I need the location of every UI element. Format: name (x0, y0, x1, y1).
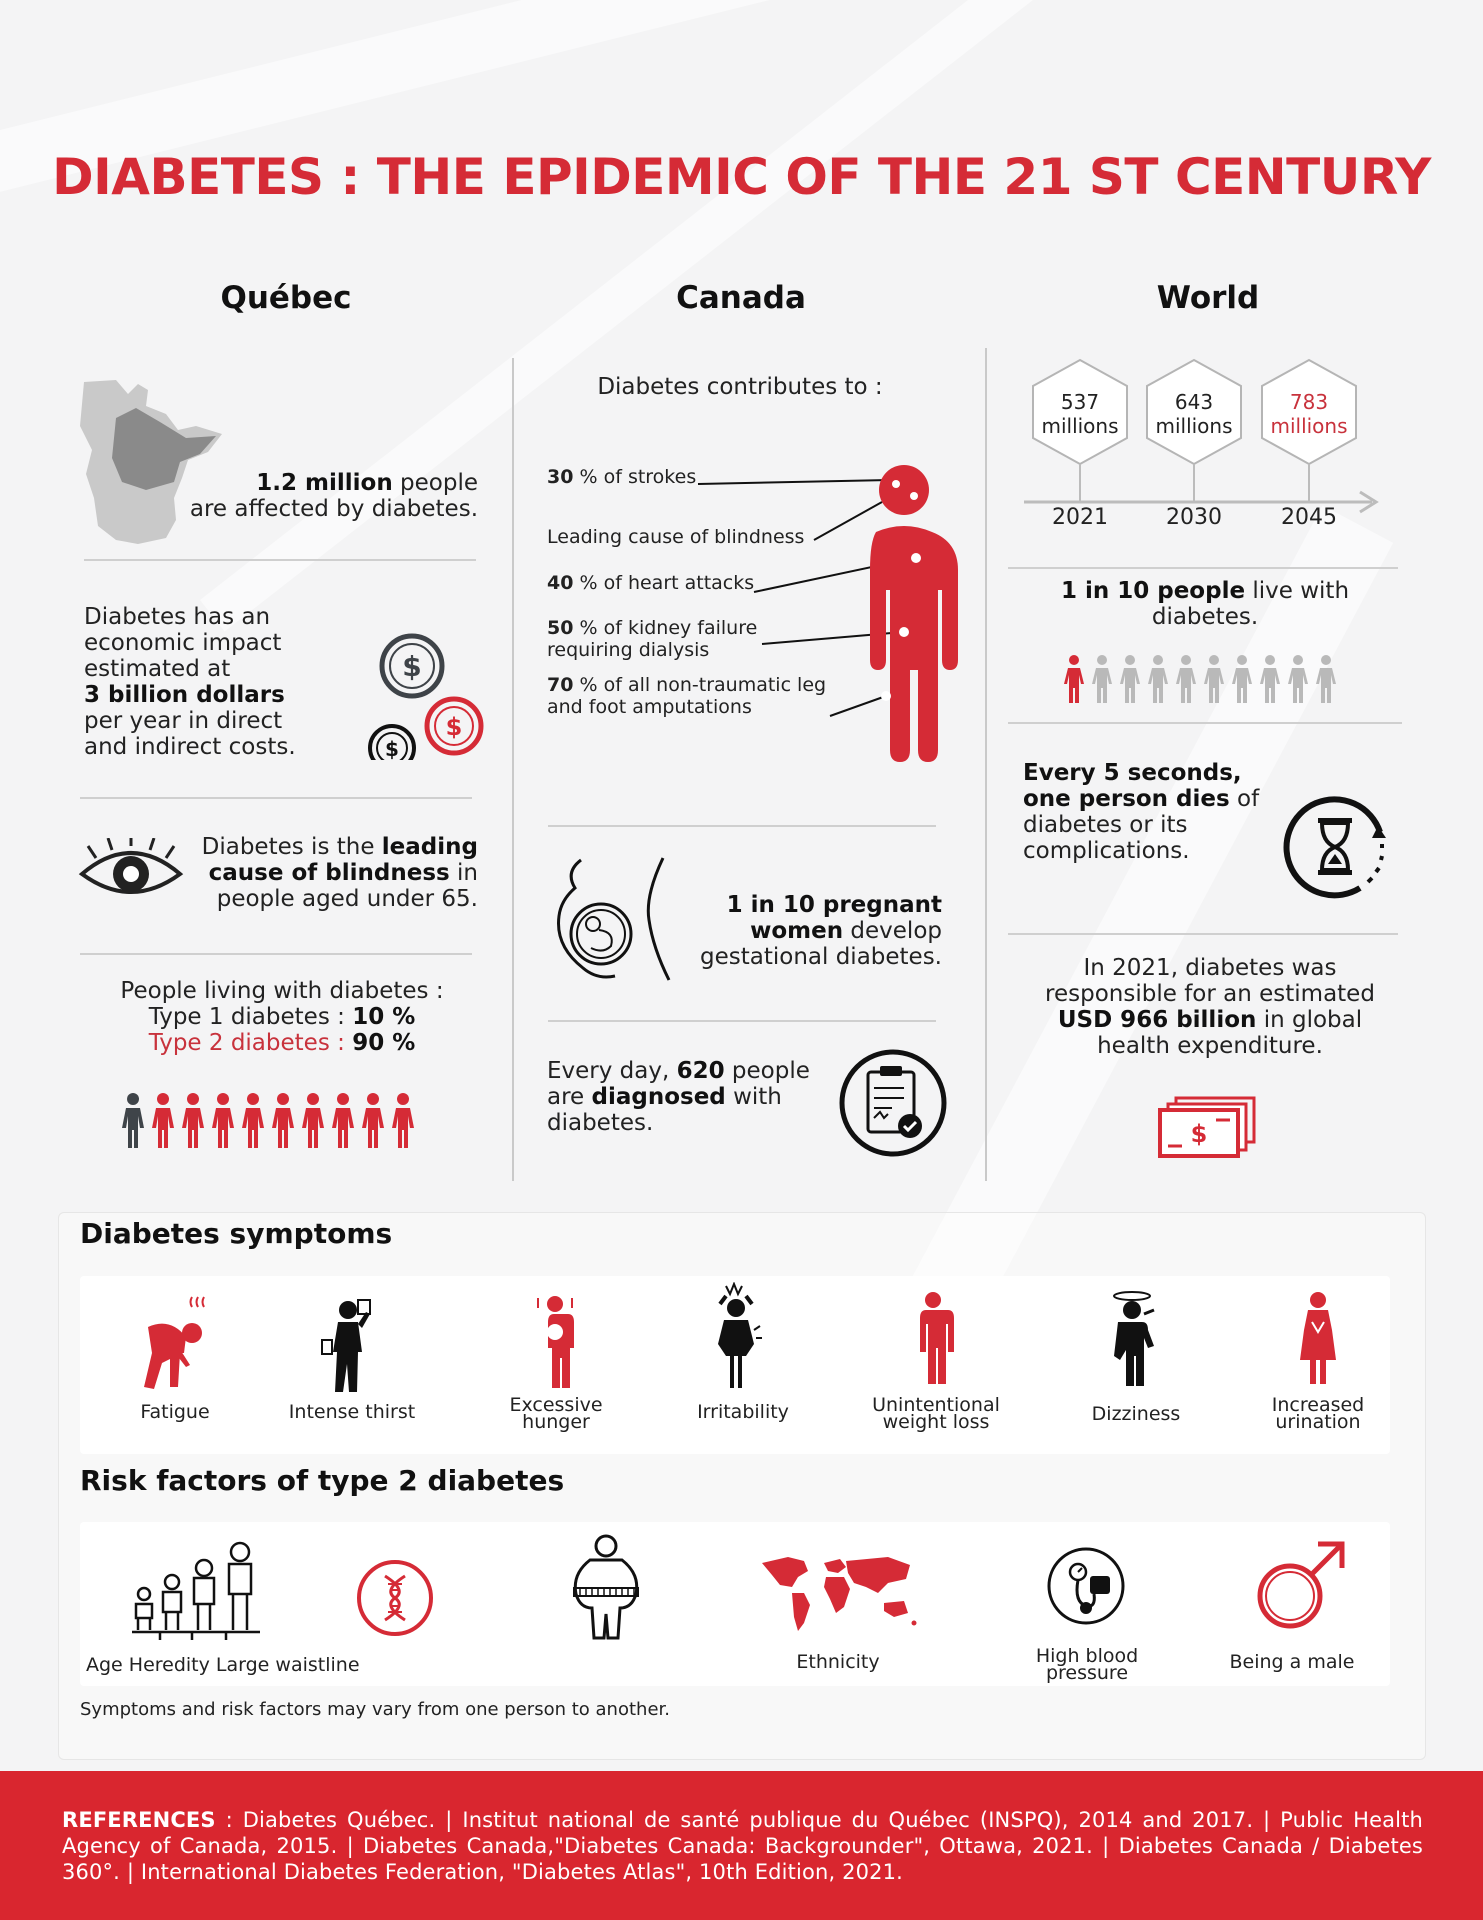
dna-heredity-icon (355, 1558, 435, 1638)
canada-item-kidney: 50 % of kidney failure requiring dialysis (547, 617, 758, 661)
symptom-urination-label: Increased urination (1271, 1394, 1365, 1433)
references-footer (0, 1771, 1483, 1920)
body-diagram-icon (690, 460, 970, 766)
age-growth-icon (130, 1538, 262, 1640)
risk-factors-heading: Risk factors of type 2 diabetes (80, 1464, 565, 1497)
world-2045-value: 783 millions (1270, 390, 1348, 438)
svg-text:$: $ (1190, 1120, 1208, 1148)
eye-icon (78, 838, 184, 906)
references-label: REFERENCES (62, 1808, 216, 1832)
quebec-economic-impact: Diabetes has an economic impact estimated at 3 billion dollars per year in direct and indirect costs. (84, 604, 296, 760)
section-divider (1008, 567, 1398, 569)
section-divider (80, 797, 472, 799)
world-expenditure-stat: In 2021, diabetes was responsible for an estimated USD 966 billion in global health expenditure. (1045, 955, 1375, 1059)
section-divider (1008, 722, 1402, 724)
symptom-weight-loss-label: Unintentional weight loss (872, 1394, 1000, 1433)
world-heading: World (1156, 280, 1260, 316)
section-divider (548, 825, 936, 827)
hourglass-timer-icon (1282, 792, 1392, 902)
symptom-dizziness-label: Dizziness (1091, 1403, 1181, 1425)
irritability-icon (710, 1282, 762, 1392)
canada-pregnant-stat: 1 in 10 pregnant women develop gestational diabetes. (700, 892, 942, 970)
quebec-diabetes-types: People living with diabetes : Type 1 diabetes : 10 % Type 2 diabetes : 90 % (120, 978, 444, 1056)
weight-loss-icon (910, 1290, 956, 1390)
intense-thirst-icon (320, 1298, 376, 1394)
canada-daily-diagnosed: Every day, 620 people are diagnosed with diabetes. (547, 1058, 810, 1136)
symptom-thirst-label: Intense thirst (288, 1401, 416, 1423)
risk-ethnicity-label: Ethnicity (796, 1651, 880, 1673)
canada-item-strokes: 30 % of strokes (547, 466, 697, 488)
svg-text:$: $ (402, 650, 422, 683)
quebec-blindness-stat: Diabetes is the leading cause of blindness in people aged under 65. (201, 834, 478, 912)
page-title: DIABETES : THE EPIDEMIC OF THE 21 ST CENTURY (52, 148, 1431, 206)
column-divider (512, 358, 514, 1181)
money-bills-icon (1158, 1096, 1258, 1160)
section-divider (548, 1020, 936, 1022)
symptom-irritability-label: Irritability (697, 1401, 789, 1423)
fatigue-icon (140, 1293, 212, 1393)
increased-urination-icon (1298, 1290, 1338, 1390)
world-seconds-stat: Every 5 seconds, one person dies of diabetes or its complications. (1023, 760, 1260, 864)
large-waistline-icon (570, 1534, 642, 1640)
excessive-hunger-icon (532, 1294, 578, 1394)
section-divider (1008, 933, 1398, 935)
world-map-ethnicity-icon (758, 1553, 920, 1635)
canada-item-blindness: Leading cause of blindness (547, 526, 805, 548)
quebec-heading: Québec (220, 280, 352, 316)
references-text: : Diabetes Québec. | Institut national de santé publique du Québec (INSPQ), 2014 and 2017. | Public Health Agency of Canada, 2015. | Diabetes Canada,"Diabetes Canada: Backgrounder", Ottawa, 2021. | Diabetes Canada / Diabetes 360°. | International Diabetes Federation, "Diabetes Atlas", 10th Edition, 2021. (62, 1808, 1423, 1884)
risk-blood-pressure-label: High blood pressure (1035, 1645, 1139, 1684)
section-divider (80, 953, 472, 955)
blood-pressure-icon (1046, 1546, 1126, 1626)
symptom-hunger-label: Excessive hunger (509, 1394, 603, 1433)
symptoms-heading: Diabetes symptoms (80, 1217, 393, 1250)
canada-contributes-label: Diabetes contributes to : (597, 374, 883, 400)
dollar-coins-icon (362, 630, 488, 760)
world-2030-value: 643 millions (1155, 390, 1233, 438)
year-2030-label: 2030 (1166, 505, 1222, 530)
column-divider (985, 348, 987, 1181)
world-ratio-stat: 1 in 10 people live with diabetes. (1060, 578, 1350, 630)
type-ratio-pictogram (122, 1092, 430, 1150)
year-2021-label: 2021 (1052, 505, 1108, 530)
risk-disclaimer: Symptoms and risk factors may vary from one person to another. (80, 1699, 670, 1720)
canada-heading: Canada (676, 280, 806, 316)
clipboard-check-icon (838, 1048, 948, 1158)
risk-male-label: Being a male (1229, 1651, 1355, 1673)
pregnant-woman-icon (553, 856, 673, 982)
quebec-affected-stat: 1.2 million people are affected by diabetes. (189, 470, 478, 522)
canada-item-heart: 40 % of heart attacks (547, 572, 755, 594)
canada-item-amputations: 70 % of all non-traumatic leg and foot amputations (547, 674, 827, 718)
section-divider (84, 559, 476, 561)
svg-text:$: $ (385, 737, 399, 760)
world-2021-value: 537 millions (1041, 390, 1119, 438)
symptom-fatigue-label: Fatigue (140, 1401, 210, 1423)
svg-text:$: $ (445, 713, 463, 741)
dizziness-icon (1104, 1290, 1160, 1390)
world-ratio-pictogram (1064, 654, 1354, 706)
male-symbol-icon (1252, 1538, 1348, 1634)
quebec-map-icon (76, 378, 228, 548)
risk-age-heredity-waistline-label: Age Heredity Large waistline (86, 1654, 360, 1676)
year-2045-label: 2045 (1281, 505, 1337, 530)
